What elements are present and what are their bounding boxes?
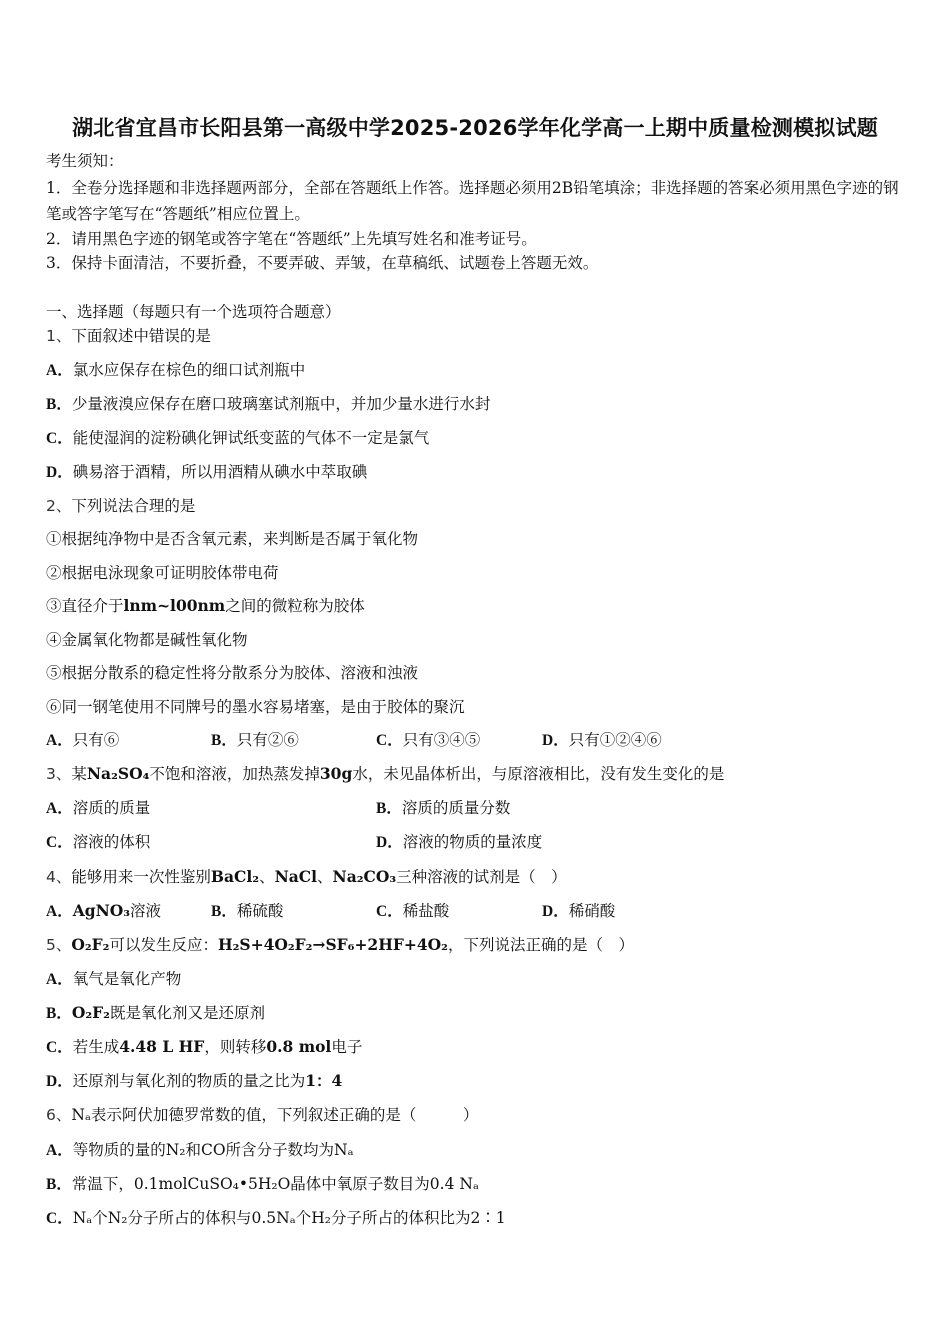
q3-option-c[interactable]: C．溶液的体积 — [46, 833, 151, 851]
q5-option-d[interactable]: D．还原剂与氧化剂的物质的量之比为1：4 — [46, 1071, 343, 1090]
question-4-stem: 4、能够用来一次性鉴别BaCl₂、NaCl、Na₂CO₃三种溶液的试剂是（ ） — [46, 867, 567, 886]
q3-option-d[interactable]: D．溶液的物质的量浓度 — [376, 833, 543, 851]
q6-option-c[interactable]: C．Nₐ个N₂分子所占的体积与0.5Nₐ个H₂分子所占的体积比为2∶1 — [46, 1209, 506, 1227]
question-number: 1、 — [46, 327, 72, 345]
q4-option-d[interactable]: D．稀硝酸 — [542, 902, 616, 920]
q2-statement-1: ①根据纯净物中是否含氧元素，来判断是否属于氧化物 — [46, 530, 419, 548]
q5-option-b[interactable]: B．O₂F₂既是氧化剂又是还原剂 — [46, 1003, 265, 1022]
q2-statement-4: ④金属氧化物都是碱性氧化物 — [46, 631, 248, 649]
q2-statement-3: ③直径介于lnm~l00nm之间的微粒称为胶体 — [46, 596, 365, 615]
q1-option-c[interactable]: C．能使湿润的淀粉碘化钾试纸变蓝的气体不一定是氯气 — [46, 429, 430, 447]
notice-item-2: 2．请用黑色字迹的钢笔或答字笔在“答题纸”上先填写姓名和准考证号。 — [46, 230, 537, 248]
question-number: 6、 — [46, 1106, 72, 1124]
section-heading: 一、选择题（每题只有一个选项符合题意） — [46, 303, 341, 321]
q2-statement-2: ②根据电泳现象可证明胶体带电荷 — [46, 564, 279, 582]
q1-option-d[interactable]: D．碘易溶于酒精，所以用酒精从碘水中萃取碘 — [46, 463, 368, 481]
q3-options-row-1 — [46, 797, 910, 819]
question-number: 2、 — [46, 497, 72, 515]
q4-option-b[interactable]: B．稀硫酸 — [211, 902, 284, 920]
notice-heading: 考生须知： — [46, 152, 124, 170]
question-5-stem: 5、O₂F₂可以发生反应：H₂S+4O₂F₂→SF₆+2HF+4O₂，下列说法正确的是（ ） — [46, 935, 634, 954]
question-number: 4、 — [46, 868, 72, 886]
question-3-stem: 3、某Na₂SO₄不饱和溶液，加热蒸发掉30g水，未见晶体析出，与原溶液相比，没有发生变化的是 — [46, 764, 725, 783]
q2-option-c[interactable]: C．只有③④⑤ — [376, 731, 481, 749]
q1-option-a[interactable]: A．氯水应保存在棕色的细口试剂瓶中 — [46, 361, 306, 379]
question-number: 5、 — [46, 936, 72, 954]
question-number: 3、 — [46, 765, 72, 783]
q3-option-a[interactable]: A．溶质的质量 — [46, 799, 151, 817]
q6-option-b[interactable]: B．常温下，0.1molCuSO₄•5H₂O晶体中氧原子数目为0.4 Nₐ — [46, 1175, 479, 1193]
q1-option-b[interactable]: B．少量液溴应保存在磨口玻璃塞试剂瓶中，并加少量水进行水封 — [46, 395, 491, 413]
question-2-stem: 2、下列说法合理的是 — [46, 497, 196, 515]
q2-option-a[interactable]: A．只有⑥ — [46, 731, 120, 749]
q3-option-b[interactable]: B．溶质的质量分数 — [376, 799, 511, 817]
q2-options — [46, 729, 910, 751]
q5-option-a[interactable]: A．氧气是氧化产物 — [46, 970, 182, 988]
page-title: 湖北省宜昌市长阳县第一高级中学2025-2026学年化学高一上期中质量检测模拟试题 — [72, 116, 878, 140]
q2-option-b[interactable]: B．只有②⑥ — [211, 731, 299, 749]
q6-option-a[interactable]: A．等物质的量的N₂和CO所含分子数均为Nₐ — [46, 1141, 354, 1159]
q2-statement-5: ⑤根据分散系的稳定性将分散系分为胶体、溶液和浊液 — [46, 664, 419, 682]
q4-options — [46, 900, 910, 922]
q4-option-a[interactable]: A．AgNO₃溶液 — [46, 901, 162, 920]
notice-item-1: 1．全卷分选择题和非选择题两部分，全部在答题纸上作答。选择题必须用2B铅笔填涂；非选择题的答案必须用黑色字迹的钢笔或答字笔写在“答题纸”相应位置上。 — [46, 179, 899, 223]
question-1-stem: 1、下面叙述中错误的是 — [46, 327, 211, 345]
q2-statement-6: ⑥同一钢笔使用不同牌号的墨水容易堵塞，是由于胶体的聚沉 — [46, 698, 465, 716]
q3-options-row-2 — [46, 831, 910, 853]
notice-item-3: 3．保持卡面清洁，不要折叠，不要弄破、弄皱，在草稿纸、试题卷上答题无效。 — [46, 254, 599, 272]
question-6-stem: 6、Nₐ表示阿伏加德罗常数的值，下列叙述正确的是（ ） — [46, 1106, 479, 1124]
q5-option-c[interactable]: C．若生成4.48 L HF，则转移0.8 mol电子 — [46, 1037, 363, 1056]
q2-option-d[interactable]: D．只有①②④⑥ — [542, 731, 662, 749]
q4-option-c[interactable]: C．稀盐酸 — [376, 902, 450, 920]
